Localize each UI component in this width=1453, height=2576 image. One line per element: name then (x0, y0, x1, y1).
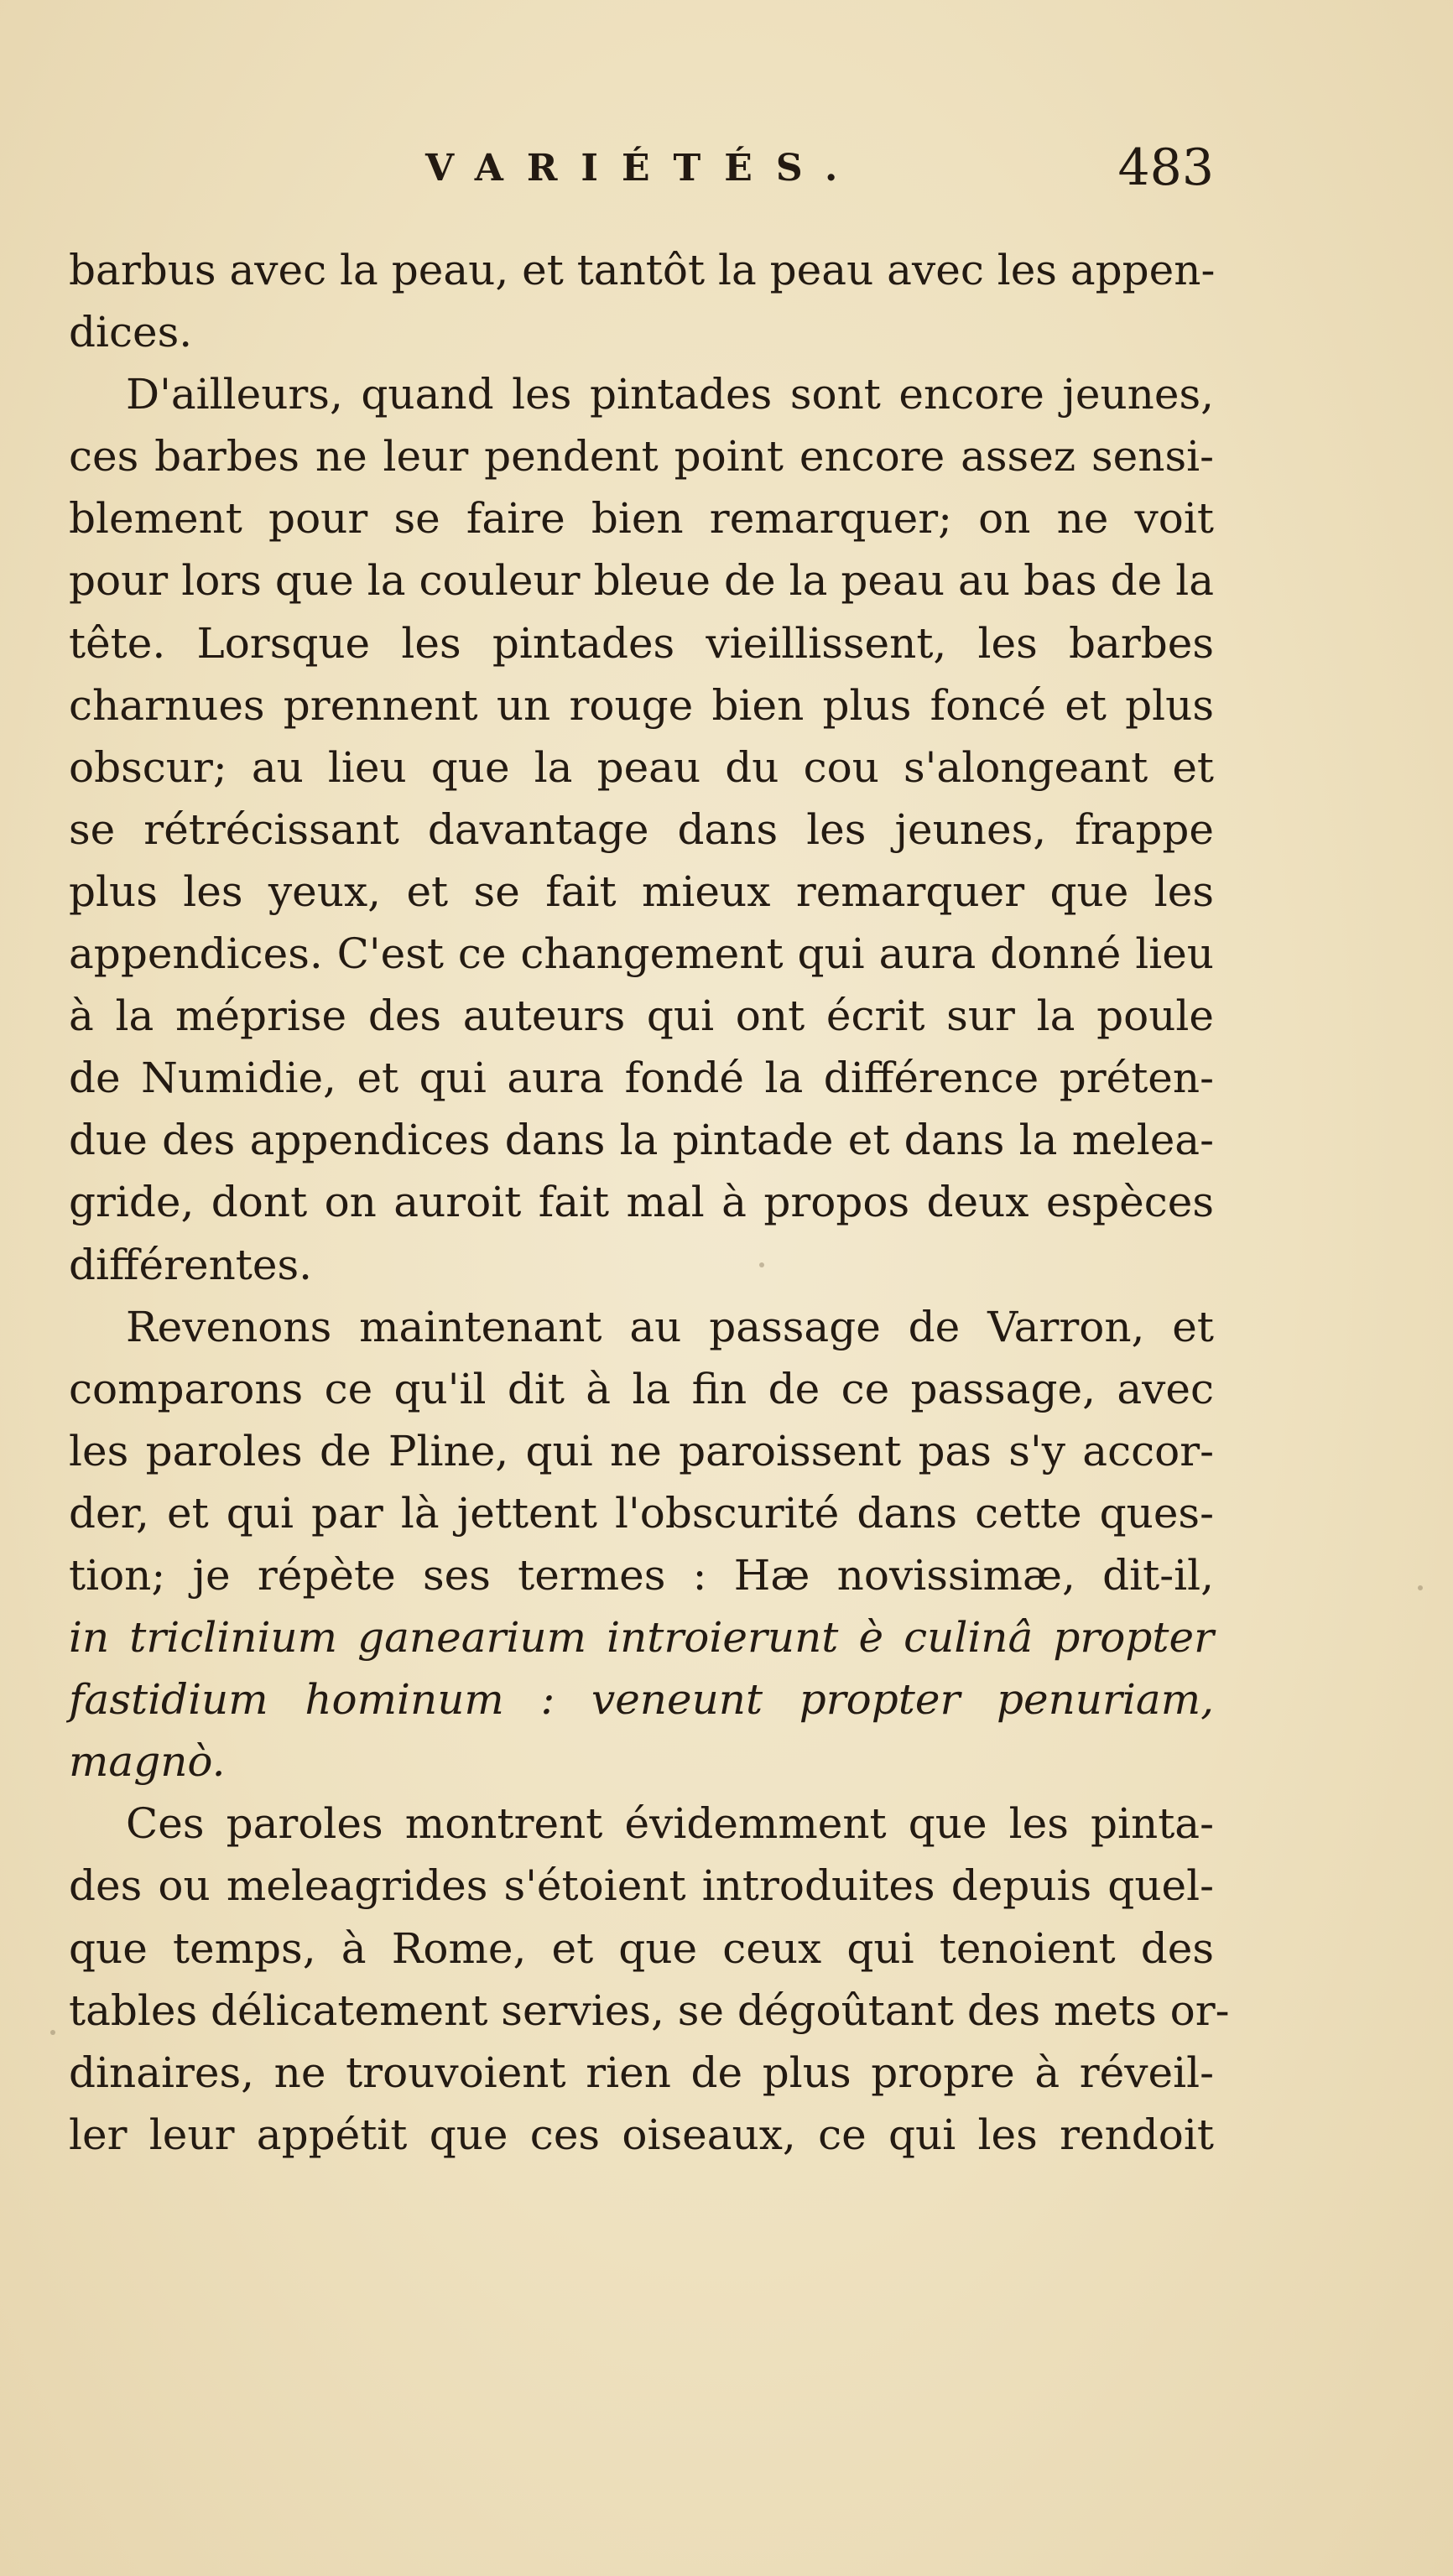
text-line: de Numidie, et qui aura fondé la différence préten- (69, 1054, 1214, 1103)
ink-speck (1418, 1585, 1423, 1590)
text-line: ler leur appétit que ces oiseaux, ce qui les rendoit (69, 2110, 1214, 2159)
running-title: VARIÉTÉS. (425, 147, 862, 190)
text-line: appendices. C'est ce changement qui aura donné lieu (69, 929, 1214, 979)
text-line: tion; je répète ses termes : Hæ novissimæ, dit-il, (69, 1550, 1214, 1600)
latin-quote-line: in triclinium ganearium introierunt è culinâ propter (69, 1613, 1214, 1663)
ink-speck (759, 1262, 764, 1267)
text-line: charnues prennent un rouge bien plus foncé et plus (69, 680, 1214, 730)
text-line: dinaires, ne trouvoient rien de plus propre à réveil- (69, 2048, 1214, 2097)
text-line: des ou meleagrides s'étoient introduites depuis quel- (69, 1861, 1214, 1911)
text-line: à la méprise des auteurs qui ont écrit sur la poule (69, 991, 1214, 1041)
text-line: tables délicatement servies, se dégoûtant des mets or- (69, 1985, 1230, 2035)
text-line: obscur; au lieu que la peau du cou s'alongeant et (69, 742, 1214, 792)
paragraph-start-line: Ces paroles montrent évidemment que les pinta- (126, 1799, 1214, 1849)
text-line: ces barbes ne leur pendent point encore assez sensi- (69, 432, 1214, 481)
latin-quote-line: magnò. (69, 1737, 226, 1787)
page-number: 483 (1117, 138, 1214, 197)
paragraph-start-line: Revenons maintenant au passage de Varron, et (126, 1302, 1214, 1351)
text-line: der, et qui par là jettent l'obscurité dans cette ques- (69, 1488, 1214, 1538)
text-line: se rétrécissant davantage dans les jeunes, frappe (69, 804, 1214, 854)
text-line: tête. Lorsque les pintades vieillissent, les barbes (69, 618, 1214, 668)
text-line: pour lors que la couleur bleue de la peau au bas de la (69, 556, 1214, 606)
paragraph-start-line: D'ailleurs, quand les pintades sont encore jeunes, (126, 370, 1214, 419)
text-line: les paroles de Pline, qui ne paroissent pas s'y accor- (69, 1426, 1214, 1475)
text-line: gride, dont on auroit fait mal à propos deux espèces (69, 1178, 1214, 1227)
text-line: dices. (69, 308, 193, 357)
text-line: différentes. (69, 1240, 313, 1289)
text-line: plus les yeux, et se fait mieux remarquer que les (69, 866, 1214, 916)
latin-quote-line: fastidium hominum : veneunt propter penuriam, (69, 1675, 1214, 1725)
text-line: que temps, à Rome, et que ceux qui tenoient des (69, 1923, 1214, 1973)
ink-speck (50, 2030, 55, 2035)
body-text (69, 239, 1230, 2166)
text-line: due des appendices dans la pintade et dans la melea- (69, 1116, 1214, 1165)
text-line: comparons ce qu'il dit à la fin de ce passage, avec (69, 1364, 1214, 1413)
text-line: blement pour se faire bien remarquer; on ne voit (69, 494, 1214, 544)
text-line: barbus avec la peau, et tantôt la peau avec les appen- (69, 246, 1216, 294)
page-header (69, 138, 1214, 206)
